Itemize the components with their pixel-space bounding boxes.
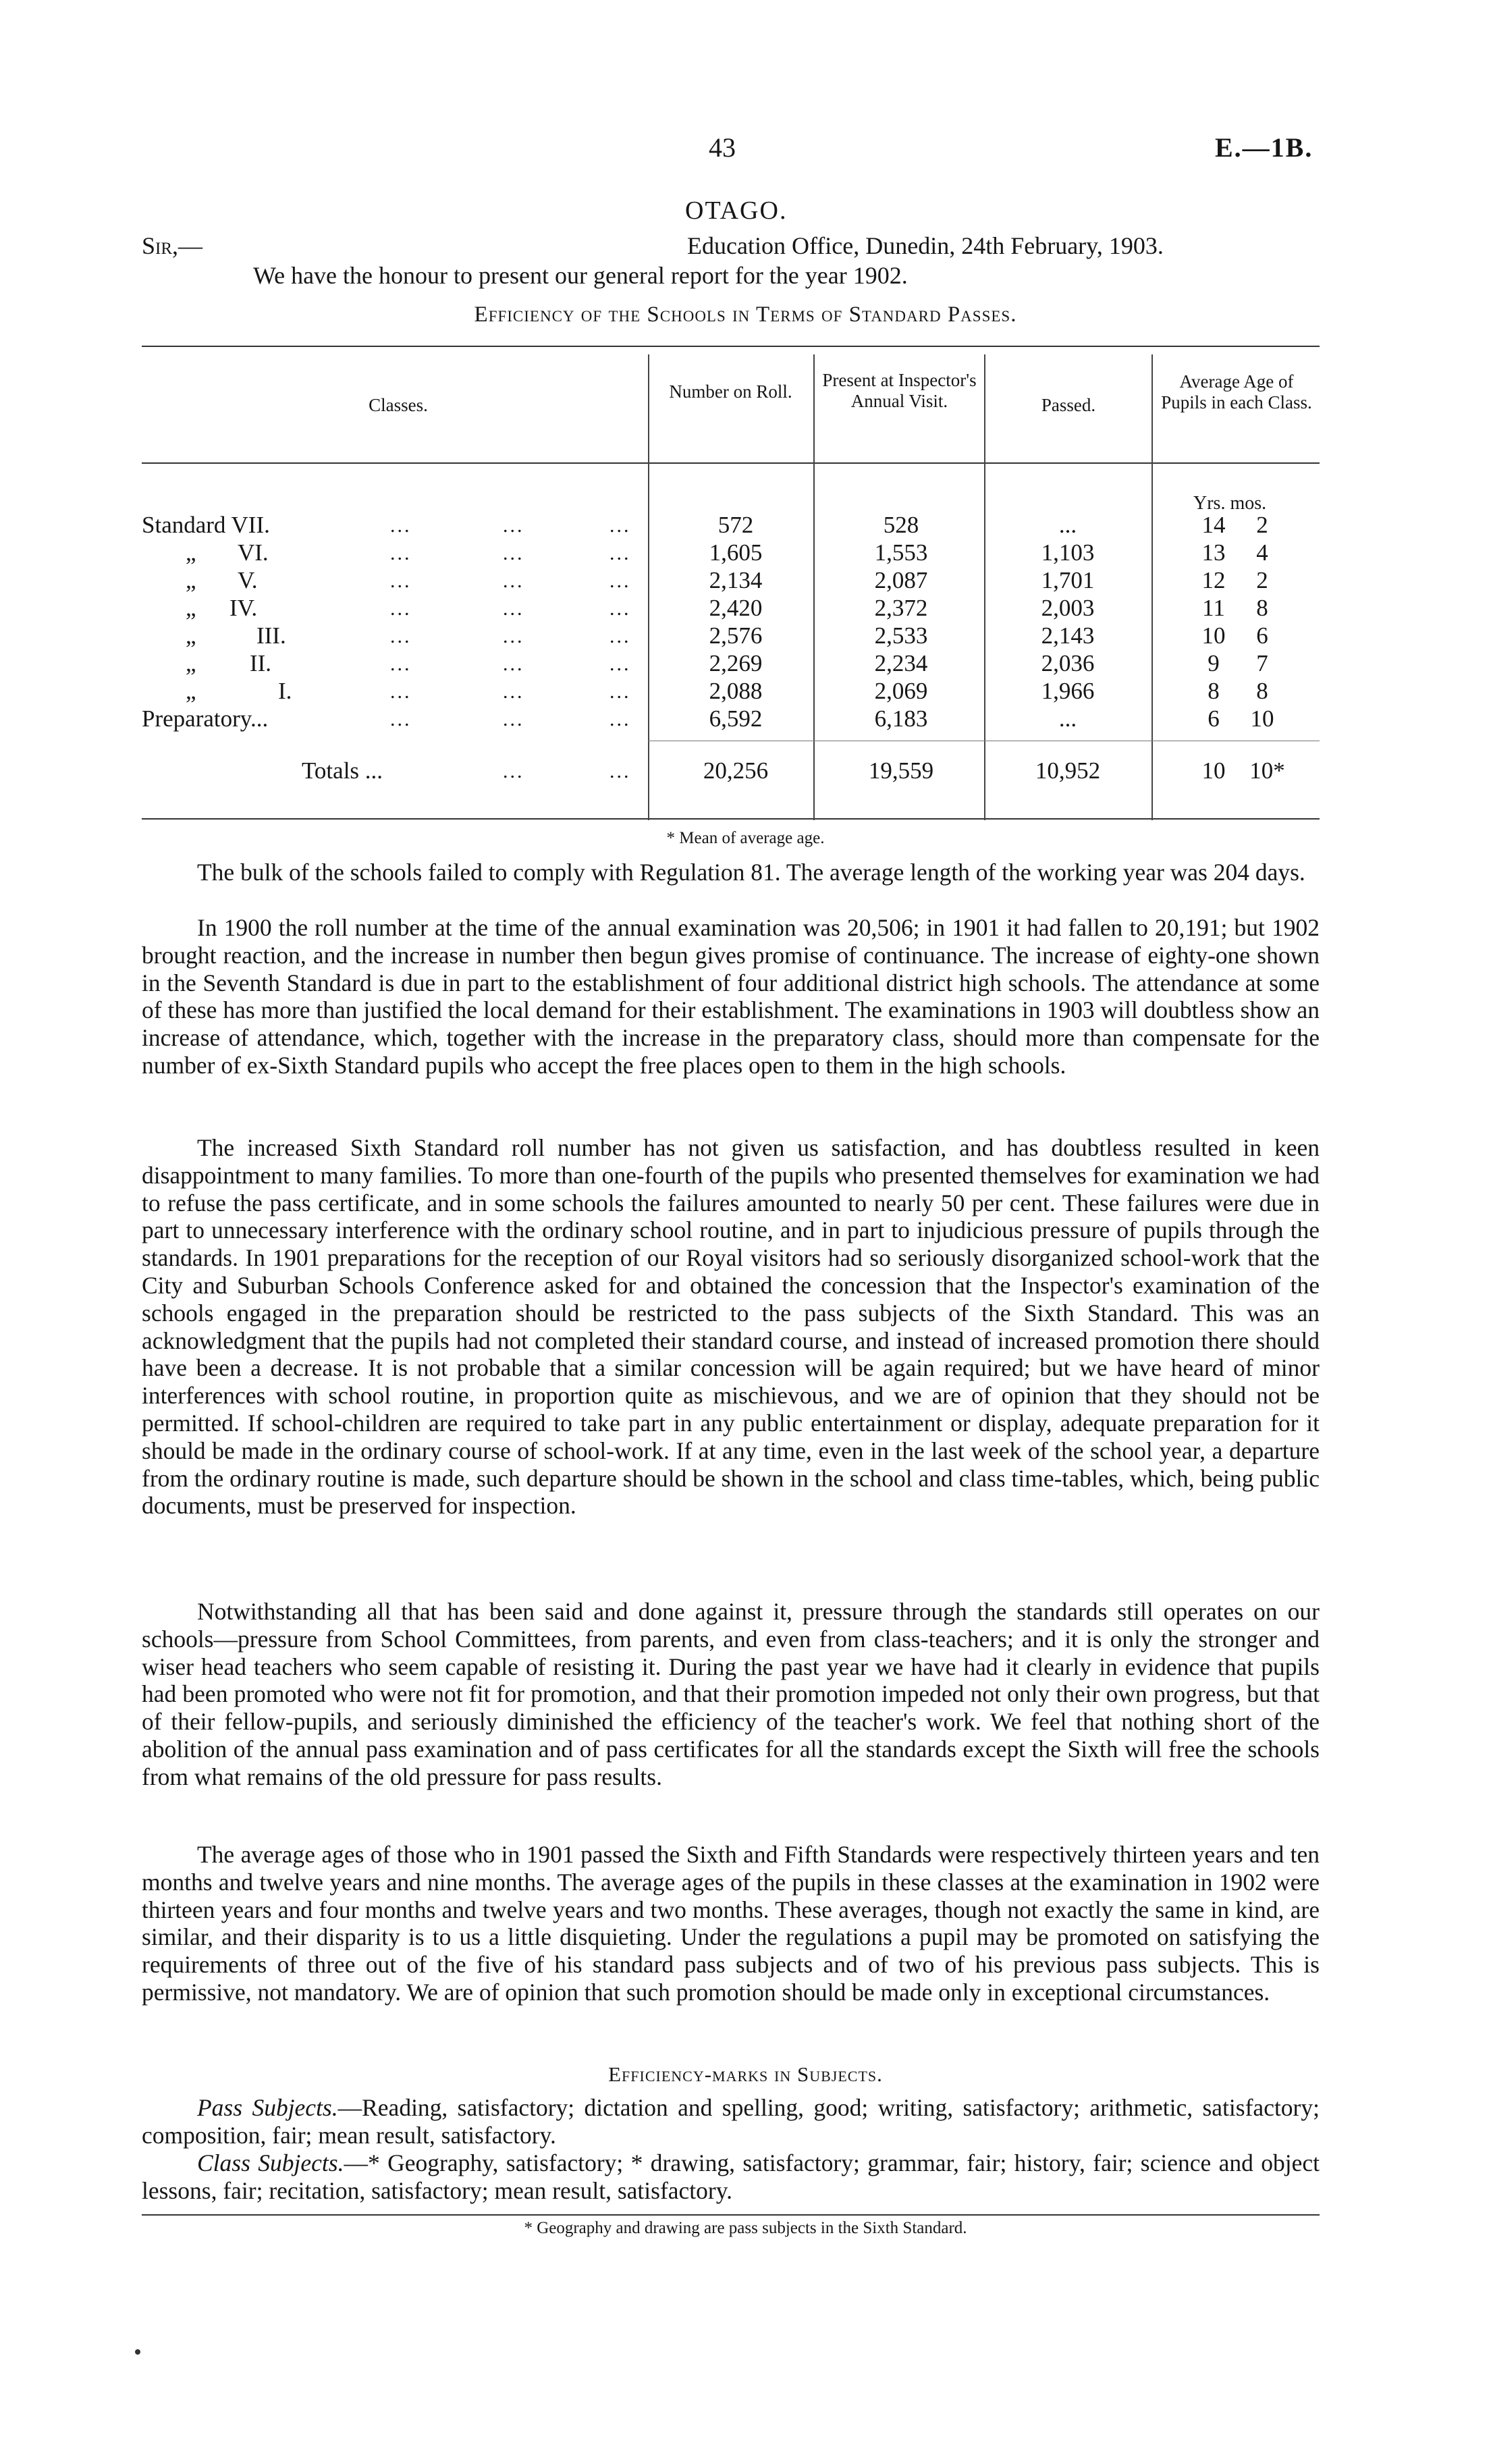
cell-passed: 1,966: [1041, 678, 1095, 704]
leader-dots: ...: [390, 542, 412, 564]
salutation: Sir,—: [142, 232, 203, 259]
cell-age-months: 2: [1256, 512, 1268, 538]
intro-line: We have the honour to present our general report for the year 1902.: [253, 262, 908, 289]
cell-roll: 6,592: [709, 705, 763, 732]
cell-present: 2,087: [874, 567, 928, 593]
cell-present: 2,372: [874, 595, 928, 621]
cell-present: 6,183: [874, 705, 928, 732]
leader-dots: ...: [503, 597, 524, 620]
class-subjects-label: Class Subjects.: [197, 2149, 344, 2176]
column-divider: [813, 354, 815, 820]
cell-roll: 2,269: [709, 650, 763, 676]
leader-dots: ...: [503, 680, 524, 703]
cell-age-years: 10: [1201, 622, 1226, 649]
row-label: II.: [250, 650, 272, 676]
leader-dots: ...: [609, 653, 631, 675]
leader-dots: ...: [503, 760, 524, 782]
header-roll: Number on Roll.: [669, 381, 792, 402]
row-label: V.: [238, 567, 258, 593]
cell-age-years: 12: [1201, 567, 1226, 593]
cell-present: 1,553: [874, 539, 928, 566]
cell-passed: 2,143: [1041, 622, 1095, 649]
leader-dots: ...: [503, 625, 524, 647]
cell-age-years: 13: [1201, 539, 1226, 566]
row-label: III.: [256, 622, 286, 649]
pass-subjects: [142, 2094, 1320, 2149]
table-title: Efficiency of the Schools in Terms of Standard Passes.: [474, 302, 1017, 327]
page-number: 43: [709, 132, 736, 163]
cell-passed: 2,036: [1041, 650, 1095, 676]
cell-age-months: 8: [1256, 595, 1268, 621]
paragraph: The bulk of the schools failed to comply with Regulation 81. The average length of the working year was 204 days.: [197, 859, 1305, 886]
ditto-mark: „: [186, 650, 196, 676]
cell-age-months: 2: [1256, 567, 1268, 593]
leader-dots: ...: [390, 625, 412, 647]
age-units-label: Yrs. mos.: [1193, 493, 1267, 514]
cell-roll: 1,605: [709, 539, 763, 566]
header-age: Average Age of Pupils in each Class.: [1161, 371, 1312, 412]
totals-label: Totals ...: [302, 757, 383, 784]
ditto-mark: „: [186, 539, 196, 566]
cell-present: 2,234: [874, 650, 928, 676]
table-top-rule: [142, 346, 1320, 347]
leader-dots: ...: [503, 708, 524, 730]
cell-roll: 2,576: [709, 622, 763, 649]
header-present: Present at Inspector's Annual Visit.: [822, 370, 977, 411]
ditto-mark: „: [186, 567, 196, 593]
row-label: Preparatory...: [142, 705, 269, 732]
leader-dots: ...: [503, 653, 524, 675]
cell-age-months: 6: [1256, 622, 1268, 649]
leader-dots: ...: [609, 514, 631, 537]
ditto-mark: „: [186, 678, 196, 704]
cell-passed: 1,701: [1041, 567, 1095, 593]
paragraph: The average ages of those who in 1901 passed the Sixth and Fifth Standards were respectively thirteen years and ten months and twelve years and nine months. The average ages of the pupils in these classes at the examination in 1902 were thirteen years and four months and twelve years and two months. These averages, though not exactly the same in kind, are similar, and their disparity is to us a little disquieting. Under the regulations a pupil may be promoted on satisfying the requirements of three out of the five of his standard pass subjects and of two of his previous pass subjects. This is permissive, not mandatory. We are of opinion that such promotion should be made only in exceptional circumstances.: [142, 1841, 1320, 2006]
cell-age-years: 14: [1201, 512, 1226, 538]
cell-roll: 2,088: [709, 678, 763, 704]
leader-dots: ...: [609, 625, 631, 647]
row-label: I.: [278, 678, 292, 704]
totals-age-months: 10*: [1249, 757, 1285, 784]
cell-age-years: 9: [1208, 650, 1220, 676]
class-subjects: [142, 2149, 1320, 2205]
pass-subjects-label: Pass Subjects.: [197, 2094, 338, 2121]
cell-present: 2,069: [874, 678, 928, 704]
paragraph: The increased Sixth Standard roll number has not given us satisfaction, and has doubtless resulted in keen disappointment to many families. To more than one-fourth of the pupils who presented themselves for examination we had to refuse the pass certificate, and in some schools the failures amounted to nearly 50 per cent. These failures were due in part to unnecessary interference with the ordinary school routine, and in part to injudicious pressure of pupils through the standards. In 1901 preparations for the reception of our Royal visitors had so seriously disorganized school-work that the City and Suburban Schools Conference asked for and obtained the concession that the Inspector's examination of the schools engaged in the preparation should be restricted to the pass subjects of the Sixth Standard. This was an acknowledgment that the pupils had not completed their standard course, and instead of increased promotion there should have been a decrease. It is not probable that a similar concession will be again required; but we have heard of minor interferences with school routine, in proportion quite as mischievous, and we are of opinion that they should not be permitted. If school-children are required to take part in any public entertainment or display, adequate preparation for it should be made in the ordinary course of school-work. If at any time, even in the last week of the school year, a departure from the ordinary routine is made, such departure should be shown in the school and class time-tables, which, being public documents, must be preserved for inspection.: [142, 1134, 1320, 1520]
leader-dots: ...: [390, 514, 412, 537]
cell-roll: 2,420: [709, 595, 763, 621]
leader-dots: ...: [390, 680, 412, 703]
header-passed: Passed.: [1041, 395, 1096, 415]
leader-dots: ...: [609, 708, 631, 730]
leader-dots: ...: [390, 708, 412, 730]
cell-present: 2,533: [874, 622, 928, 649]
leader-dots: ...: [609, 680, 631, 703]
section-title: Efficiency-marks in Subjects.: [608, 2062, 883, 2086]
table-footnote: * Mean of average age.: [666, 829, 825, 847]
cell-roll: 2,134: [709, 567, 763, 593]
row-label: VI.: [238, 539, 269, 566]
ditto-mark: „: [186, 595, 196, 621]
leader-dots: ...: [609, 570, 631, 592]
cell-passed: 2,003: [1041, 595, 1095, 621]
cell-roll: 572: [717, 512, 754, 538]
subjects-footnote: * Geography and drawing are pass subjects in the Sixth Standard.: [524, 2219, 967, 2237]
column-divider: [1151, 354, 1153, 820]
leader-dots: ...: [503, 542, 524, 564]
header-classes: Classes.: [369, 395, 428, 415]
leader-dots: ...: [390, 653, 412, 675]
cell-age-years: 11: [1202, 595, 1225, 621]
cell-age-years: 6: [1208, 705, 1220, 732]
totals-roll: 20,256: [703, 757, 769, 784]
totals-passed: 10,952: [1035, 757, 1101, 784]
row-label: IV.: [229, 595, 258, 621]
leader-dots: ...: [390, 597, 412, 620]
ditto-mark: „: [186, 622, 196, 649]
pass-subjects-text: —Reading, satisfactory; dictation and spelling, good; writing, satisfactory; arithmetic, satisfactory; composition, fair; mean result, satisfactory.: [142, 2094, 1320, 2149]
column-divider: [648, 354, 649, 820]
paragraph: Notwithstanding all that has been said and done against it, pressure through the standards still operates on our schools—pressure from School Committees, from parents, and even from class-teachers; and it is only the stronger and wiser head teachers who seem capable of resisting it. During the past year we have had it clearly in evidence that pupils had been promoted who were not fit for promotion, and that their promotion impeded not only their own progress, but that of their fellow-pupils, and seriously diminished the efficiency of the teacher's work. We feel that nothing short of the abolition of the annual pass examination and of pass certificates for all the standards except the Sixth will free the schools from what remains of the old pressure for pass results.: [142, 1598, 1320, 1790]
table-bottom-rule: [142, 818, 1320, 820]
leader-dots: ...: [503, 570, 524, 592]
document-reference: E.—1B.: [1215, 132, 1313, 163]
paragraph: In 1900 the roll number at the time of the annual examination was 20,506; in 1901 it had fallen to 20,191; but 1902 brought reaction, and the increase in number then begun gives promise of continuance. The increase of eighty-one shown in the Seventh Standard is due in part to the establishment of four additional district high schools. The attendance at some of these has more than justified the local demand for their establishment. The examinations in 1903 will doubtless show an increase of attendance, which, together with the increase in the preparatory class, should more than compensate for the number of ex-Sixth Standard pupils who accept the free places open to them in the high schools.: [142, 914, 1320, 1079]
class-subjects-text: —* Geography, satisfactory; * drawing, satisfactory; grammar, fair; history, fair; science and object lessons, fair; recitation, satisfactory; mean result, satisfactory.: [142, 2149, 1320, 2204]
cell-age-months: 4: [1256, 539, 1268, 566]
cell-age-months: 10: [1250, 705, 1274, 732]
leader-dots: ...: [503, 514, 524, 537]
totals-present: 19,559: [868, 757, 934, 784]
cell-age-months: 7: [1256, 650, 1268, 676]
cell-passed: ...: [1058, 512, 1077, 538]
office-dateline: Education Office, Dunedin, 24th February, 1903.: [687, 232, 1164, 259]
footnote-rule: [142, 2214, 1320, 2216]
print-speck: [135, 2349, 140, 2355]
leader-dots: ...: [609, 760, 631, 782]
leader-dots: ...: [609, 542, 631, 564]
row-label: Standard VII.: [142, 512, 270, 538]
cell-present: 528: [883, 512, 919, 538]
leader-dots: ...: [390, 570, 412, 592]
cell-age-years: 8: [1208, 678, 1220, 704]
table-header-rule: [142, 462, 1320, 464]
column-divider: [984, 354, 985, 820]
totals-age-years: 10: [1201, 757, 1226, 784]
leader-dots: ...: [609, 597, 631, 620]
region-title: OTAGO.: [685, 196, 788, 225]
cell-passed: ...: [1058, 705, 1077, 732]
cell-passed: 1,103: [1041, 539, 1095, 566]
cell-age-months: 8: [1256, 678, 1268, 704]
